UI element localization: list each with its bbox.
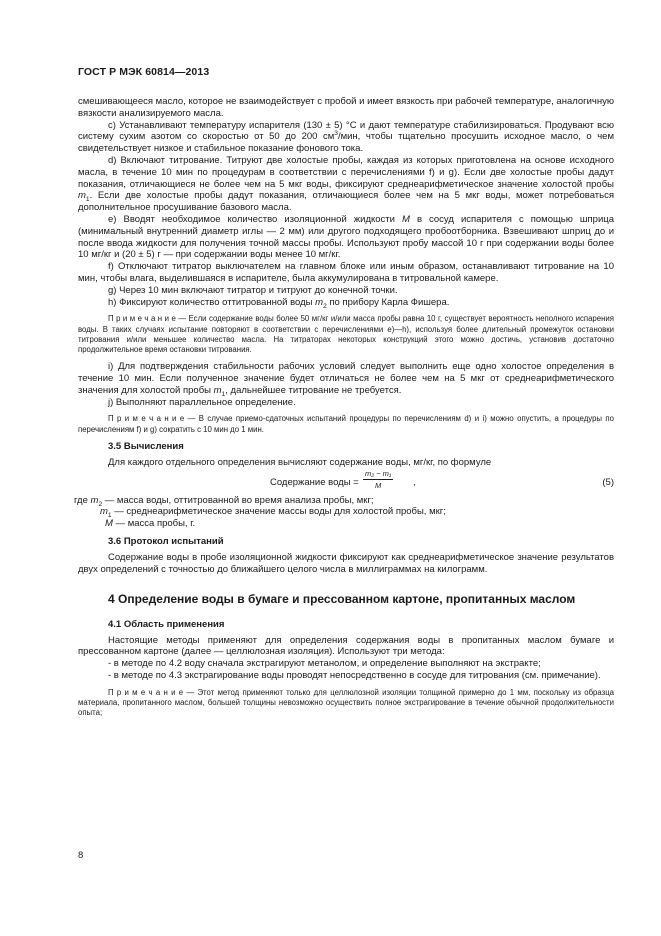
paragraph-d: d) Включают титрование. Титруют две холостые пробы, каждая из которых приготовлена на основе исходного масла, в течение 10 мин по процедурам в соответствии с перечислениями f) и g). Если две холостые пробы дадут показания, отличающиеся не более чем на 5 мкг воды, фиксируют среднеарифметическое значение холостой пробы $m_1$. Если две холостые пробы дадут показания, отличающиеся более чем на 5 мкг воды, может потребоваться дополнительное просушивание базового масла. bbox=[78, 154, 614, 214]
section-heading-3-6: 3.6 Протокол испытаний bbox=[108, 535, 224, 547]
document-body bbox=[74, 96, 614, 718]
formula-5 bbox=[78, 469, 614, 495]
paragraph-c: c) Устанавливают температуру испарителя (130 ± 5) °С и дают температуре стабилизироваться. Продувают всю систему сухим азотом со скоростью от 50 до 200 $см^3$/мин, чтобы тщательно просушить исходное масло, о чем свидетельствует низкое и стабильное показание фонового тока. bbox=[78, 119, 614, 155]
note-3: П р и м е ч а н и е — Этот метод применяют только для целлюлозной изоляции толщиной примерно до 1 мм, поскольку из образца материала, пропитанного маслом, большей толщины невозможно осуществить полное экстрагирование в течение обычной продолжительности опыта; bbox=[78, 687, 614, 718]
paragraph-e: e) Вводят необходимое количество изоляционной жидкости М в сосуд испарителя с помощью шприца (минимальный внутренний диаметр иглы — 2 мм) или другого подходящего пробоотборника. Взвешивают шприц до и после ввода жидкости для получения точной массы пробы. Используют пробу массой 10 г при содержании воды более 10 мг/кг и (20 ± 5) г — при содержании воды менее 10 мг/кг. bbox=[78, 213, 614, 261]
document-header: ГОСТ Р МЭК 60814—2013 bbox=[78, 66, 210, 78]
paragraph-f: f) Отключают титратор выключателем на главном блоке или иным образом, останавливают титрование на 10 мин, чтобы влага, выделившаяся в испарителе, была аккумулирована в титровальной камере. bbox=[78, 261, 614, 284]
paragraph-h: h) Фиксируют количество оттитрованной воды $m_2$ по прибору Карла Фишера. bbox=[108, 296, 450, 310]
paragraph-protocol: Содержание воды в пробе изоляционной жидкости фиксируют как среднеарифметическое значение результатов двух определений с точностью до ближайшего целого числа в миллиграммах на килограмм. bbox=[78, 551, 614, 575]
paragraph-i: i) Для подтверждения стабильности рабочих условий следует выполнить еще одно холостое определения в течение 10 мин. Если полученное значение будет отличаться не более чем на 5 мкг от среднеарифметического значения для холостой пробы $m_1$, дальнейшее титрование не требуется. bbox=[78, 361, 614, 398]
formula-fraction bbox=[363, 469, 393, 490]
paragraph-4-1c: - в методе по 4.3 экстрагирование воды проводят непосредственно в сосуде для титрования (см. примечание). bbox=[108, 669, 601, 681]
paragraph-4-1a: Настоящие методы применяют для определения содержания воды в пропитанных маслом бумаге и прессованном картоне (далее — целлюлозная изоляция). Используют три метода: bbox=[78, 634, 614, 658]
section-heading-4-1: 4.1 Область применения bbox=[108, 618, 225, 630]
definition-m1: $m_1$ — среднеарифметическое значение массы воды для холостой пробы, мкг; bbox=[100, 506, 446, 520]
formula-tail: , bbox=[413, 476, 416, 488]
formula-lhs: Содержание воды = bbox=[270, 476, 359, 488]
note-2: П р и м е ч а н и е — В случае приемо-сдаточных испытаний процедуры по перечислениям d) и i) можно опустить, а процедуры по перечислениям f) и g) сократить с 10 мин до 1 мин. bbox=[78, 414, 614, 434]
formula-number: (5) bbox=[602, 476, 614, 488]
page-number: 8 bbox=[78, 850, 84, 861]
formula-numerator: m₂ − m₁ bbox=[365, 468, 392, 478]
paragraph-4-1b: - в методе по 4.2 воду сначала экстрагируют метанолом, и определение выполняют на экстракте; bbox=[108, 658, 541, 670]
formula-definitions bbox=[74, 494, 614, 530]
paragraph-intro: смешивающееся масло, которое не взаимодействует с пробой и имеет вязкость при рабочей температуре, аналогичную вязкости анализируемого масла. bbox=[78, 96, 614, 119]
section-heading-4: 4 Определение воды в бумаге и прессованном картоне, пропитанных маслом bbox=[108, 591, 576, 606]
definition-M: М — масса пробы, г. bbox=[105, 518, 196, 530]
note-1: П р и м е ч а н и е — Если содержание воды более 50 мг/кг и/или масса пробы равна 10 г, существует вероятность неполного испарения воды. В таких случаях испытание повторяют в соответствии с перечислениями е)—h), используя более длительный промежуток остановки титрования и/или меньшее количество масла. На титраторах некоторых конструкций этого можно достичь, установив достаточно продолжительное время остановки титрования. bbox=[78, 314, 614, 354]
paragraph-g: g) Через 10 мин включают титратор и титруют до конечной точки. bbox=[108, 284, 398, 296]
formula-denominator: M bbox=[375, 480, 382, 490]
section-heading-3-5: 3.5 Вычисления bbox=[108, 440, 184, 452]
paragraph-calc: Для каждого отдельного определения вычисляют содержание воды, мг/кг, по формуле bbox=[108, 456, 492, 468]
definition-m2: где $m_2$ — масса воды, оттитрованной во время анализа пробы, мкг; bbox=[74, 494, 374, 508]
paragraph-j: j) Выполняют параллельное определение. bbox=[108, 396, 296, 408]
